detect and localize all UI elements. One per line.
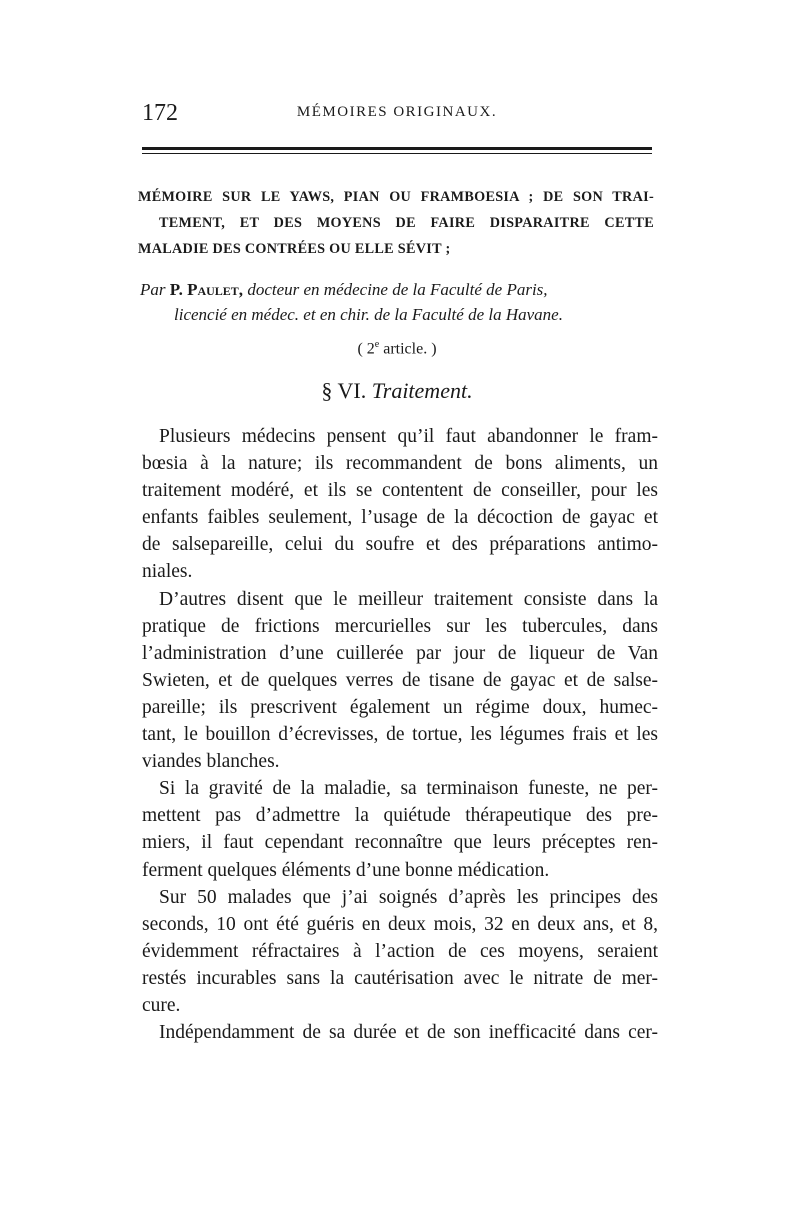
header-rule-thin xyxy=(142,153,652,154)
text-line: pratique de frictions mercurielles sur les tubercules, dans xyxy=(142,615,658,637)
text-line: seconds, 10 ont été guéris en deux mois, 32 en deux ans, et 8, xyxy=(142,913,658,935)
text-line: ferment quelques éléments d’une bonne médication. xyxy=(142,859,550,881)
text-line: miers, il faut cependant reconnaître que leurs préceptes ren- xyxy=(142,832,658,854)
text-line: évidemment réfractaires à l’action de ces moyens, seraient xyxy=(142,940,658,962)
text-line: bœsia à la nature; ils recommandent de bons aliments, un xyxy=(142,453,658,475)
text-line: restés incurables sans la cautérisation avec le nitrate de mer- xyxy=(142,967,658,989)
header-rule-thick xyxy=(142,147,652,150)
section-symbol: § VI. xyxy=(321,378,372,403)
text-line: traitement modéré, et ils se contentent de conseiller, pour les xyxy=(142,480,658,502)
section-heading xyxy=(142,378,652,404)
article-title-line: TEMENT, ET DES MOYENS DE FAIRE DISPARAITRE CETTE xyxy=(159,215,654,231)
text-line: Si la gravité de la maladie, sa terminaison funeste, ne per- xyxy=(159,778,658,800)
text-line: viandes blanches. xyxy=(142,751,280,773)
author-name: P. Paulet, xyxy=(169,280,244,299)
text-line: tant, le bouillon d’écrevisses, de tortue, les légumes frais et les xyxy=(142,724,658,746)
section-title: Traitement. xyxy=(371,378,473,403)
article-title-line: MALADIE DES CONTRÉES OU ELLE SÉVIT ; xyxy=(138,241,451,257)
byline xyxy=(140,277,652,327)
article-title xyxy=(138,184,654,262)
article-title-line: MÉMOIRE SUR LE YAWS, PIAN OU FRAMBOESIA ; DE SON TRAI- xyxy=(138,189,654,205)
running-head xyxy=(142,100,652,126)
text-line: de salsepareille, celui du soufre et des préparations antimo- xyxy=(142,534,658,556)
text-line: D’autres disent que le meilleur traitement consiste dans la xyxy=(159,588,658,610)
body-text xyxy=(142,423,658,1046)
article-note-open: ( 2 xyxy=(357,340,375,358)
text-line: mettent pas d’admettre la quiétude thérapeutique des pre- xyxy=(142,805,658,827)
page-number: 172 xyxy=(142,100,178,126)
text-line: enfants faibles seulement, l’usage de la décoction de gayac et xyxy=(142,507,658,529)
text-line: Plusieurs médecins pensent qu’il faut abandonner le fram- xyxy=(159,426,658,447)
text-line: cure. xyxy=(142,994,181,1016)
running-title: MÉMOIRES ORIGINAUX. xyxy=(296,104,498,120)
text-line: pareille; ils prescrivent également un régime doux, humec- xyxy=(142,696,658,718)
byline-prefix: Par xyxy=(140,280,170,299)
byline-line-2: licencié en médec. et en chir. de la Faculté de la Havane. xyxy=(174,305,563,324)
author-credentials: docteur en médecine de la Faculté de Paris, xyxy=(243,280,548,299)
article-note-sup: e xyxy=(374,339,380,350)
byline-line-1 xyxy=(140,277,652,302)
article-note-close: article. ) xyxy=(379,340,437,358)
article-note xyxy=(142,339,652,358)
text-line: niales. xyxy=(142,561,193,583)
text-line: l’administration d’une cuillerée par jour de liqueur de Van xyxy=(142,642,658,664)
text-line: Indépendamment de sa durée et de son inefficacité dans cer- xyxy=(159,1022,658,1044)
text-line: Swieten, et de quelques verres de tisane de gayac et de salse- xyxy=(142,669,658,691)
text-line: Sur 50 malades que j’ai soignés d’après les principes des xyxy=(159,886,658,908)
